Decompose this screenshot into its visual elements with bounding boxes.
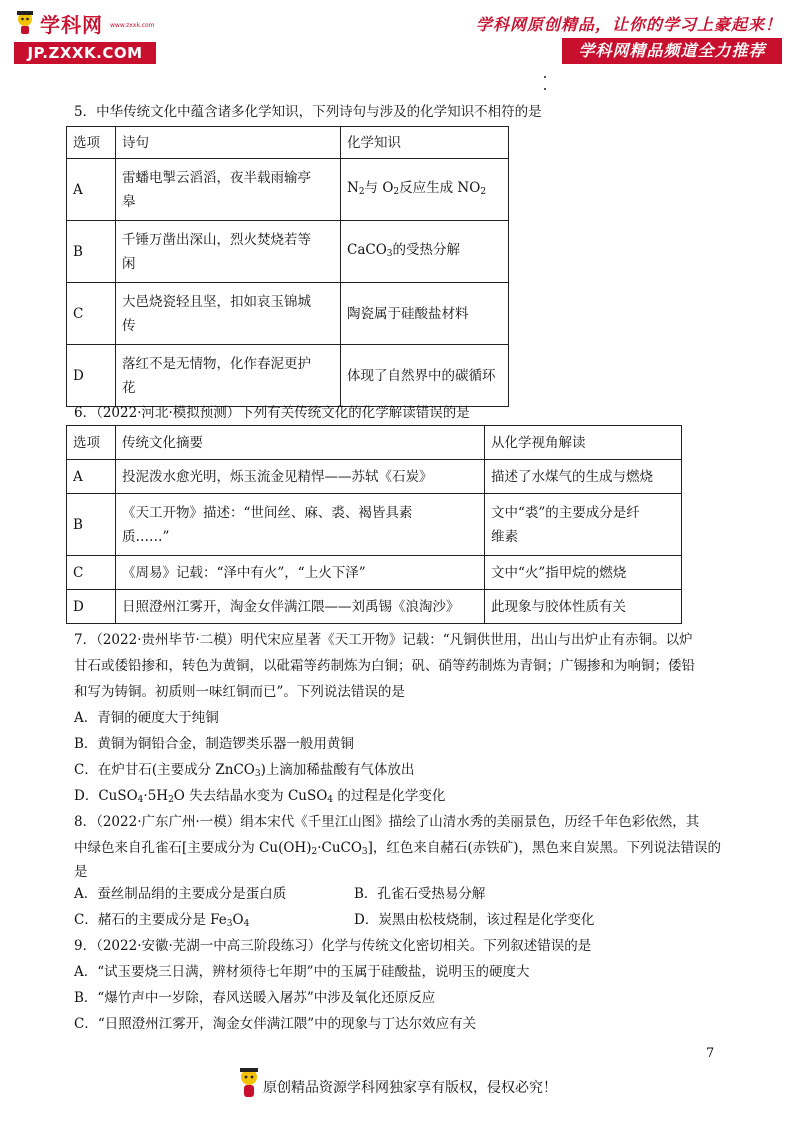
q8-option-c (74, 908, 249, 929)
formula-text: 与 O (364, 179, 394, 196)
interpretation-line: 维素 (491, 528, 518, 545)
logo-subtitle: www.zxxk.com (110, 22, 155, 29)
interpretation-line: 文中“裘”的主要成分是纤 (491, 504, 640, 521)
table-row (67, 590, 682, 624)
knowledge-cell (341, 159, 509, 221)
option-text: C．赭石的主要成分是 Fe (74, 912, 227, 928)
option-text: ·5H (143, 788, 169, 804)
stem-text: 中绿色来自孔雀石[主要成分为 Cu(OH) (74, 840, 312, 856)
q7-option-a: A．青铜的硬度大于纯铜 (74, 710, 219, 726)
interpretation-cell: 描述了水煤气的生成与燃烧 (485, 460, 682, 494)
q5-table (66, 126, 509, 407)
poem-line: 雷蟠电掣云滔滔，夜半载雨输亭 (122, 169, 311, 186)
option-text: 的过程是化学变化 (333, 788, 446, 804)
formula-text: CaCO (347, 241, 387, 258)
formula-text: 的受热分解 (392, 241, 461, 258)
table-header-cell: 化学知识 (341, 127, 509, 159)
formula-sub: 3 (361, 847, 368, 857)
excerpt-cell: 投泥泼水愈光明，烁玉流金见精悍——苏轼《石炭》 (116, 460, 485, 494)
interpretation-cell: 文中“火”指甲烷的燃烧 (485, 556, 682, 590)
option-cell: D (67, 590, 116, 624)
formula-sub: 3 (254, 769, 261, 779)
table-row (67, 556, 682, 590)
page-number: 7 (706, 1046, 715, 1061)
formula-text: N (347, 179, 359, 196)
stem-text: ]，红色来自赭石(赤铁矿)，黑色来自炭黑。下列说法错误的 (367, 840, 721, 856)
option-cell: B (67, 221, 116, 283)
decorative-dot (544, 76, 546, 78)
table-row (67, 345, 509, 407)
option-text: C．在炉甘石(主要成分 ZnCO (74, 762, 255, 778)
table-row (67, 159, 509, 221)
poem-line: 落红不是无情物，化作春泥更护 (122, 355, 311, 372)
formula-sub: 3 (386, 248, 393, 259)
q6-stem: 6．（2022·河北·模拟预测）下列有关传统文化的化学解读错误的是 (74, 405, 470, 421)
formula-sub: 4 (243, 919, 250, 929)
option-text: D．CuSO (74, 788, 138, 804)
excerpt-cell: 《周易》记载：“泽中有火”，“上火下泽” (116, 556, 485, 590)
table-row (67, 460, 682, 494)
knowledge-cell (341, 221, 509, 283)
formula-sub: 2 (393, 186, 400, 197)
interpretation-cell (485, 494, 682, 556)
excerpt-line: 质……” (122, 528, 170, 545)
q9-option-b: B．“爆竹声中一岁除，春风送暖入屠苏”中涉及氧化还原反应 (74, 990, 436, 1006)
table-header-cell: 从化学视角解读 (485, 426, 682, 460)
poem-line: 传 (122, 317, 136, 334)
q9-option-c: C．“日照澄州江雾开，淘金女伴满江隈”中的现象与丁达尔效应有关 (74, 1016, 477, 1032)
poem-cell (116, 345, 341, 407)
table-header-row (67, 127, 509, 159)
mascot-icon (236, 1066, 262, 1100)
option-cell: C (67, 283, 116, 345)
table-row (67, 283, 509, 345)
poem-line: 千锤万凿出深山，烈火焚烧若等 (122, 231, 311, 248)
knowledge-cell: 陶瓷属于硅酸盐材料 (341, 283, 509, 345)
interpretation-cell: 此现象与胶体性质有关 (485, 590, 682, 624)
q8-option-a: A．蚕丝制品绢的主要成分是蛋白质 (74, 886, 287, 902)
poem-line: 闲 (122, 255, 136, 272)
q7-option-c (74, 758, 414, 779)
poem-line: 花 (122, 379, 136, 396)
q8-option-b: B．孔雀石受热易分解 (354, 886, 486, 902)
q8-stem-line: 是 (74, 864, 88, 880)
option-text: O (232, 912, 244, 928)
q8-option-d: D．炭黑由松枝烧制，该过程是化学变化 (354, 912, 595, 928)
table-header-cell: 诗句 (116, 127, 341, 159)
option-cell: D (67, 345, 116, 407)
formula-sub: 2 (311, 847, 318, 857)
excerpt-cell: 日照澄州江雾开，淘金女伴满江隈——刘禹锡《浪淘沙》 (116, 590, 485, 624)
footer-copyright: 原创精品资源学科网独家享有版权，侵权必究！ (263, 1080, 557, 1096)
stem-text: ·CuCO (317, 840, 362, 856)
formula-sub: 2 (358, 186, 365, 197)
excerpt-cell (116, 494, 485, 556)
option-cell: C (67, 556, 116, 590)
q5-stem: 5．中华传统文化中蕴含诸多化学知识，下列诗句与涉及的化学知识不相符的是 (74, 104, 542, 120)
poem-cell (116, 159, 341, 221)
site-logo[interactable] (14, 8, 164, 66)
q7-stem-line: 7．（2022·贵州毕节·二模）明代宋应星著《天工开物》记载：“凡铜供世用，出山与出炉止有赤铜。以炉 (74, 632, 693, 648)
q8-stem-line (74, 836, 721, 857)
q9-stem: 9．（2022·安徽·芜湖一中高三阶段练习）化学与传统文化密切相关。下列叙述错误的是 (74, 938, 592, 954)
formula-sub: 4 (327, 795, 334, 805)
table-header-cell: 选项 (67, 426, 116, 460)
channel-banner: 学科网精品频道全力推荐 (562, 38, 782, 64)
table-header-cell: 传统文化摘要 (116, 426, 485, 460)
option-cell: A (67, 159, 116, 221)
q7-stem-line: 甘石或倭铅掺和，转色为黄铜，以砒霜等药制炼为白铜；矾、硝等药制炼为青铜；广锡掺和为响铜；倭铅 (74, 658, 695, 674)
q7-option-d (74, 784, 445, 805)
q9-option-a: A．“试玉要烧三日满，辨材须待七年期”中的玉属于硅酸盐，说明玉的硬度大 (74, 964, 530, 980)
option-text: O 失去结晶水变为 CuSO (173, 788, 328, 804)
mascot-icon (14, 10, 36, 36)
knowledge-cell: 体现了自然界中的碳循环 (341, 345, 509, 407)
logo-name: 学科网 (40, 12, 103, 37)
formula-sub: 4 (137, 795, 144, 805)
poem-line: 皋 (122, 193, 136, 210)
formula-sub: 2 (480, 186, 487, 197)
formula-text: 反应生成 NO (399, 179, 481, 196)
table-header-row (67, 426, 682, 460)
table-row (67, 221, 509, 283)
logo-url[interactable]: JP.ZXXK.COM (14, 42, 156, 64)
table-row (67, 494, 682, 556)
formula-sub: 2 (168, 795, 174, 805)
q7-option-b: B．黄铜为铜铅合金，制造锣类乐器一般用黄铜 (74, 736, 354, 752)
q8-stem-line: 8．（2022·广东广州·一模）绢本宋代《千里江山图》描绘了山清水秀的美丽景色，历经千年色彩依然，其 (74, 814, 700, 830)
option-cell: A (67, 460, 116, 494)
option-cell: B (67, 494, 116, 556)
table-header-cell: 选项 (67, 127, 116, 159)
decorative-dot (544, 88, 546, 90)
header-slogan: 学科网原创精品，让你的学习上豪起来！ (475, 15, 782, 34)
formula-sub: 3 (226, 919, 233, 929)
poem-cell (116, 221, 341, 283)
option-text: )上滴加稀盐酸有气体放出 (260, 762, 415, 778)
excerpt-line: 《天工开物》描述：“世间丝、麻、裘、褐皆具素 (122, 504, 413, 521)
q6-table (66, 425, 682, 624)
poem-line: 大邑烧瓷轻且坚，扣如哀玉锦城 (122, 293, 311, 310)
q7-stem-line: 和写为铸铜。初质则一味红铜而已”。下列说法错误的是 (74, 684, 405, 700)
poem-cell (116, 283, 341, 345)
